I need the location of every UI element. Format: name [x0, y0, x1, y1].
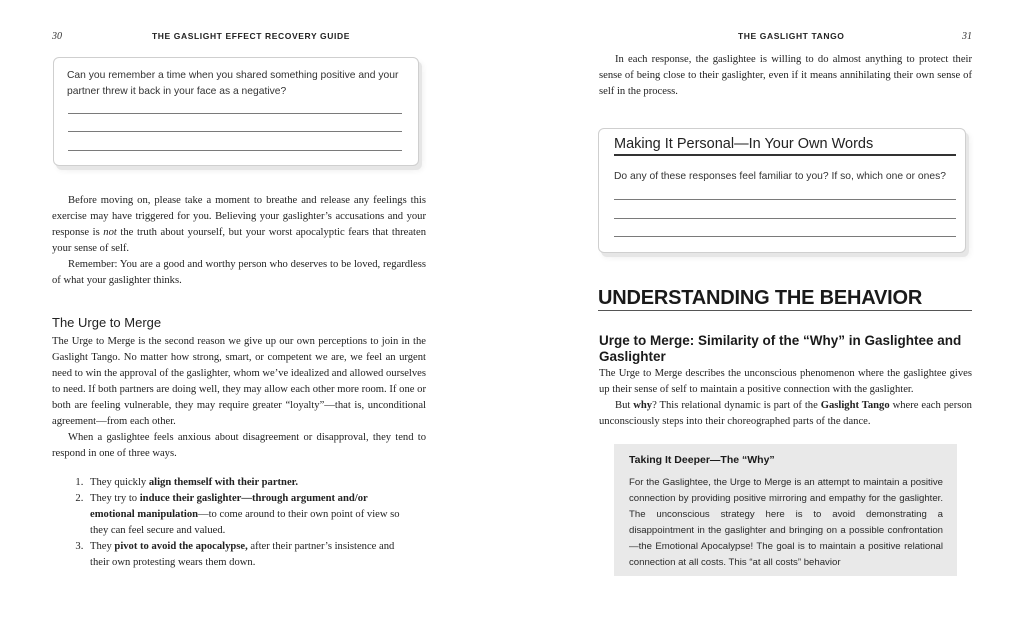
paragraph-urge-to-merge: The Urge to Merge is the second reason we give up our own perceptions to join in the Gaslight Tango. No matter how strong, smart, or competent we are, we feel an urgent need to win the approval of the gaslighter, whom we’ve idealized and allowed ourselves to need. If both partners are doing well, they may allow each other more room. If one or both are feeling vulnerable, they may require greater “loyalty”—that is, unconditional agreement—from each other. — [52, 336, 426, 427]
section-heading-urge-to-merge: The Urge to Merge — [52, 315, 162, 330]
running-head-left: THE GASLIGHT EFFECT RECOVERY GUIDE — [152, 31, 350, 41]
reflection-question-box — [53, 57, 419, 166]
answer-line[interactable] — [68, 150, 402, 151]
body-text-block-1 — [52, 193, 426, 289]
answer-line[interactable] — [614, 199, 956, 200]
responses-list — [64, 475, 414, 571]
body-text-block-2 — [52, 334, 426, 462]
body-text-block-3 — [599, 366, 972, 430]
personal-box-title: Making It Personal—In Your Own Words — [614, 136, 874, 152]
paragraph-but-why: But why? This relational dynamic is part of the Gaslight Tango where each person unconsciously steps into their choreographed parts of the dance. — [599, 400, 972, 427]
answer-line[interactable] — [614, 236, 956, 237]
reflection-question: Can you remember a time when you shared something positive and your partner threw it back in your face as a negative? — [67, 70, 399, 97]
paragraph-describes: The Urge to Merge describes the unconscious phenomenon where the gaslightee gives up their sense of self to maintain a positive connection with the gaslighter. — [599, 368, 972, 395]
heading-rule — [598, 310, 972, 311]
answer-line[interactable] — [68, 131, 402, 132]
intro-paragraph — [599, 52, 972, 100]
title-underline — [614, 154, 956, 156]
making-it-personal-box — [598, 128, 966, 253]
paragraph-each-response: In each response, the gaslightee is willing to do almost anything to protect their sense of being close to their gaslighter, even if it means annihilating their own sense of self in the process. — [599, 54, 972, 97]
paragraph-remember: Remember: You are a good and worthy person who deserves to be loved, regardless of what your gaslighter thinks. — [52, 259, 426, 286]
list-item: 3. They pivot to avoid the apocalypse, after their partner’s insistence and their own protesting wears them down. — [86, 539, 414, 571]
personal-box-question: Do any of these responses feel familiar to you? If so, which one or ones? — [614, 171, 946, 182]
page-number-left: 30 — [52, 31, 62, 42]
list-item: 1. They quickly align themself with their partner. — [86, 475, 414, 491]
right-page — [512, 0, 1024, 634]
paragraph-three-ways: When a gaslightee feels anxious about disagreement or disapproval, they tend to respond in one of three ways. — [52, 432, 426, 459]
answer-line[interactable] — [68, 113, 402, 114]
paragraph-breathe: Before moving on, please take a moment to breathe and release any feelings this exercise may have triggered for you. Believing your gaslighter’s accusations and your response is not the truth about yourself, but your worst apocalyptic fears that threaten your sense of self. — [52, 195, 426, 254]
taking-it-deeper-box — [614, 444, 957, 576]
answer-line[interactable] — [614, 218, 956, 219]
deeper-box-title: Taking It Deeper—The “Why” — [629, 454, 775, 466]
subsection-heading: Urge to Merge: Similarity of the “Why” in Gaslightee and Gaslighter — [599, 333, 962, 364]
list-item: 2. They try to induce their gaslighter—through argument and/or emotional manipulation—to come around to their own point of view so they can feel secure and valued. — [86, 491, 414, 539]
running-head-right: THE GASLIGHT TANGO — [738, 31, 845, 41]
deeper-box-body: For the Gaslightee, the Urge to Merge is an attempt to maintain a positive connection by providing positive mirroring and empathy for the gaslighter. The unconscious strategy here is to avoid demonstrating a disappointment in the gaslighter and bringing on a possible confrontation—the Emotional Apocalypse! The goal is to maintain a positive relational connection at all costs. This “at all costs” behavior — [629, 477, 943, 568]
main-section-heading: UNDERSTANDING THE BEHAVIOR — [598, 287, 923, 309]
page-number-right: 31 — [962, 31, 972, 42]
